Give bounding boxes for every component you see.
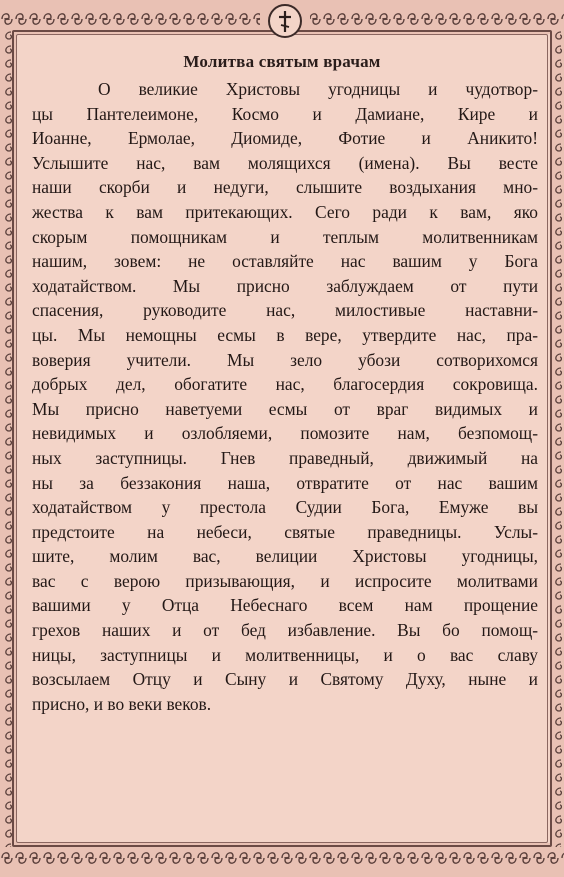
bottom-ornament: [0, 847, 564, 869]
prayer-body: [32, 77, 538, 716]
text-line: вас с верою призывающия, и испросите молитвами: [32, 570, 538, 591]
text-line: добрых дел, обогатите нас, благосердия сокровища.: [32, 374, 538, 395]
text-line: вашими у Отца Небеснаго всем нам прощение: [32, 595, 538, 616]
text-line: невидимых и озлобляеми, помозите нам, безпомощ-: [32, 423, 538, 444]
text-line: возсылаем Отцу и Сыну и Святому Духу, ныне и: [32, 669, 538, 690]
text-line: Услышите нас, вам молящихся (имена). Вы весте: [32, 152, 538, 173]
text-line: Иоанне, Ермолае, Диомиде, Фотие и Аникито!: [32, 128, 538, 149]
text-line: шите, молим вас, велиции Христовы угодницы,: [32, 546, 538, 567]
text-line: ходатайством. Мы присно заблуждаем от пути: [32, 275, 538, 296]
right-ornament: [550, 30, 564, 847]
text-line: грехов наших и от бед избавление. Вы бо помощ-: [32, 620, 538, 641]
cross-in-circle-icon: [268, 4, 302, 38]
text-line: цы. Мы немощны есмы в вере, утвердите нас, пра-: [32, 324, 538, 345]
text-line: Мы присно наветуеми есмы от враг видимых и: [32, 398, 538, 419]
text-line: ных заступницы. Гнев праведный, движимый на: [32, 447, 538, 468]
text-line: спасения, руководите нас, милостивые наставни-: [32, 300, 538, 321]
text-line: ны за беззакония наша, отвратите от нас вашим: [32, 472, 538, 493]
text-line: ходатайством у престола Судии Бога, Емуже вы: [32, 497, 538, 518]
text-line: предстоите на небеси, святые праведницы. Услы-: [32, 521, 538, 542]
text-line: воверия учители. Мы зело убози сотворихомся: [32, 349, 538, 370]
text-line: жества к вам притекающих. Сего ради к вам, яко: [32, 201, 538, 222]
left-ornament: [0, 30, 16, 847]
text-line: ницы, заступницы и молитвенницы, и о вас славу: [32, 644, 538, 665]
prayer-title: Молитва святым врачам: [183, 52, 381, 71]
text-line: цы Пантелеимоне, Космо и Дамиане, Кире и: [32, 103, 538, 124]
text-line: нашим, зовем: не оставляйте нас вашим у Бога: [32, 251, 538, 272]
text-line: присно, и во веки веков.: [32, 693, 212, 714]
text-line: О великие Христовы угодницы и чудотвор-: [98, 79, 538, 99]
text-line: скорым помощникам и теплым молитвенникам: [32, 226, 538, 247]
text-line: наши скорби и недуги, слышите воздыхания мно-: [32, 177, 538, 198]
